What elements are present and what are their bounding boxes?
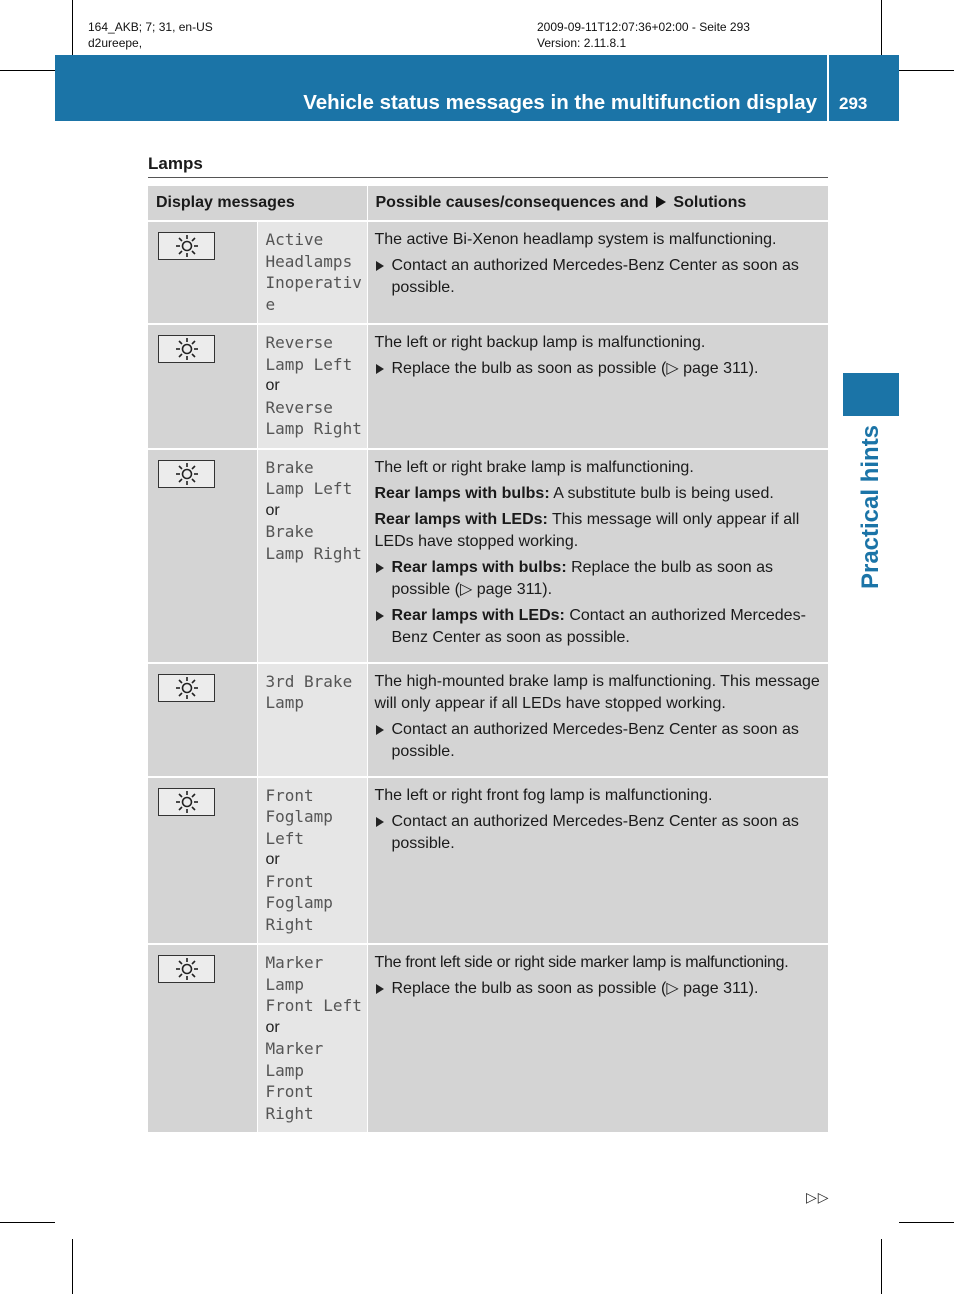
solution-bullet [375, 557, 823, 601]
lamp-icon [158, 674, 215, 702]
message-line: Left [265, 828, 305, 848]
message-line: Marker [265, 1039, 324, 1058]
message-line: Reverse [265, 333, 333, 352]
solution-bullet: Contact an authorized Mercedes-Benz Center as soon as possible. [375, 719, 823, 763]
cause-bold: Rear lamps with bulbs: [374, 484, 550, 502]
cause-bold: Rear lamps with LEDs: [374, 510, 548, 528]
icon-cell [148, 663, 257, 777]
page-title: Vehicle status messages in the multifunction display [303, 91, 817, 114]
side-tab-label: Practical hints [857, 424, 884, 590]
message-line: Foglamp [265, 893, 333, 912]
or-separator: or [265, 501, 280, 519]
cause-text [375, 483, 823, 505]
cause-text: The left or right front fog lamp is malfunctioning. [374, 786, 713, 804]
message-line: Lamp [265, 1060, 305, 1080]
message-line: Front [265, 1082, 314, 1101]
print-meta-left [88, 19, 213, 51]
icon-cell [148, 777, 257, 945]
crop-mark [0, 1222, 55, 1223]
page-number: 293 [839, 94, 868, 113]
icon-cell [148, 449, 257, 663]
table-row [148, 449, 828, 663]
solution-rest: Contact an authorized Mercedes-Benz Center as soon as possible. [391, 606, 806, 646]
cause-rest: A substitute bulb is being used. [553, 484, 774, 502]
message-line: Lamp [265, 693, 305, 712]
meta-line: d2ureepe, [88, 36, 143, 50]
cause-text [375, 509, 823, 553]
column-header-causes [367, 186, 828, 221]
crop-mark [0, 70, 55, 71]
continued-mark: ▷▷ [806, 1189, 830, 1205]
solution-bullet [375, 605, 823, 649]
message-line: Right [265, 914, 314, 934]
messages-table [148, 186, 828, 1132]
table-header-row [148, 186, 828, 221]
message-line: Active [265, 230, 324, 249]
message-cell [257, 944, 367, 1132]
side-tab-marker [843, 373, 899, 416]
crop-mark [881, 1239, 882, 1294]
arrow-right-icon [656, 196, 666, 208]
message-line: Lamp Left [265, 479, 353, 498]
message-cell [257, 221, 367, 324]
crop-mark [72, 0, 73, 55]
cause-text: The high-mounted brake lamp is malfunctioning. This message will only appear if all LEDs have stopped working. [374, 672, 820, 712]
message-line: e [265, 294, 276, 314]
cause-text: The left or right backup lamp is malfunctioning. [374, 334, 706, 351]
column-header-solutions: Solutions [673, 194, 747, 211]
or-separator: or [265, 1018, 280, 1036]
cause-text: The left or right brake lamp is malfunctioning. [374, 458, 694, 476]
lamp-icon [158, 788, 215, 816]
causes-cell [367, 449, 828, 663]
causes-cell [367, 221, 828, 324]
causes-cell [367, 324, 828, 449]
solution-bold: Rear lamps with bulbs: [391, 558, 567, 576]
table-row [148, 777, 828, 945]
crop-mark [899, 1222, 954, 1223]
solution-bullet: Contact an authorized Mercedes-Benz Center as soon as possible. [375, 811, 823, 855]
message-line: 3rd Brake [265, 671, 353, 691]
message-line: Lamp Right [265, 419, 362, 438]
table-row [148, 221, 828, 324]
meta-line: 2009-09-11T12:07:36+02:00 - Seite 293 [537, 20, 750, 34]
message-cell [257, 449, 367, 663]
cause-text: The front left side or right side marker lamp is malfunctioning. [374, 954, 789, 971]
icon-cell [148, 944, 257, 1132]
message-line: Lamp Right [265, 543, 362, 563]
header-divider [827, 55, 829, 121]
message-line: Foglamp [265, 807, 333, 826]
crop-mark [899, 70, 954, 71]
message-line: Brake [265, 457, 314, 477]
message-line: Front [265, 785, 314, 805]
message-line: Front [265, 871, 314, 891]
crop-mark [881, 0, 882, 55]
message-line: Marker [265, 953, 324, 972]
causes-cell [367, 663, 828, 777]
solution-bullet: Contact an authorized Mercedes-Benz Center as soon as possible. [375, 255, 823, 299]
message-line: Right [265, 1103, 314, 1123]
message-line: Front Left [265, 996, 362, 1015]
lamp-icon [158, 335, 215, 363]
table-row [148, 663, 828, 777]
cause-text: The active Bi-Xenon headlamp system is malfunctioning. [374, 231, 777, 248]
table-row [148, 944, 828, 1132]
causes-cell [367, 944, 828, 1132]
meta-line: Version: 2.11.8.1 [537, 36, 627, 50]
message-cell [257, 777, 367, 945]
column-header-causes-text: Possible causes/consequences and [375, 194, 649, 211]
crop-mark [72, 1239, 73, 1294]
section-title: Lamps [148, 154, 203, 173]
lamp-icon [158, 460, 215, 488]
solution-bold: Rear lamps with LEDs: [391, 606, 565, 624]
solution-bullet: Replace the bulb as soon as possible (▷ page 311). [375, 358, 823, 380]
message-line: Brake [265, 522, 314, 541]
lamp-icon [158, 955, 215, 983]
solution-bullet: Replace the bulb as soon as possible (▷ page 311). [375, 978, 823, 1000]
causes-cell [367, 777, 828, 945]
or-separator: or [265, 377, 280, 394]
section-rule [148, 177, 828, 178]
solution-rest: Replace the bulb as soon as possible (▷ page 311). [391, 558, 774, 598]
lamp-icon [158, 232, 215, 260]
message-line: Headlamps [265, 251, 353, 271]
message-cell [257, 324, 367, 449]
meta-line: 164_AKB; 7; 31, en-US [88, 20, 213, 34]
or-separator: or [265, 851, 280, 868]
message-line: Lamp Left [265, 354, 353, 374]
column-header-messages: Display messages [148, 186, 367, 221]
print-meta-right [537, 19, 750, 51]
icon-cell [148, 221, 257, 324]
message-line: Reverse [265, 397, 333, 417]
icon-cell [148, 324, 257, 449]
cause-rest: This message will only appear if all LEDs have stopped working. [374, 510, 800, 550]
message-line: Lamp [265, 974, 305, 994]
chapter-header [55, 55, 899, 121]
table-row [148, 324, 828, 449]
message-cell [257, 663, 367, 777]
message-line: Inoperativ [265, 273, 362, 292]
